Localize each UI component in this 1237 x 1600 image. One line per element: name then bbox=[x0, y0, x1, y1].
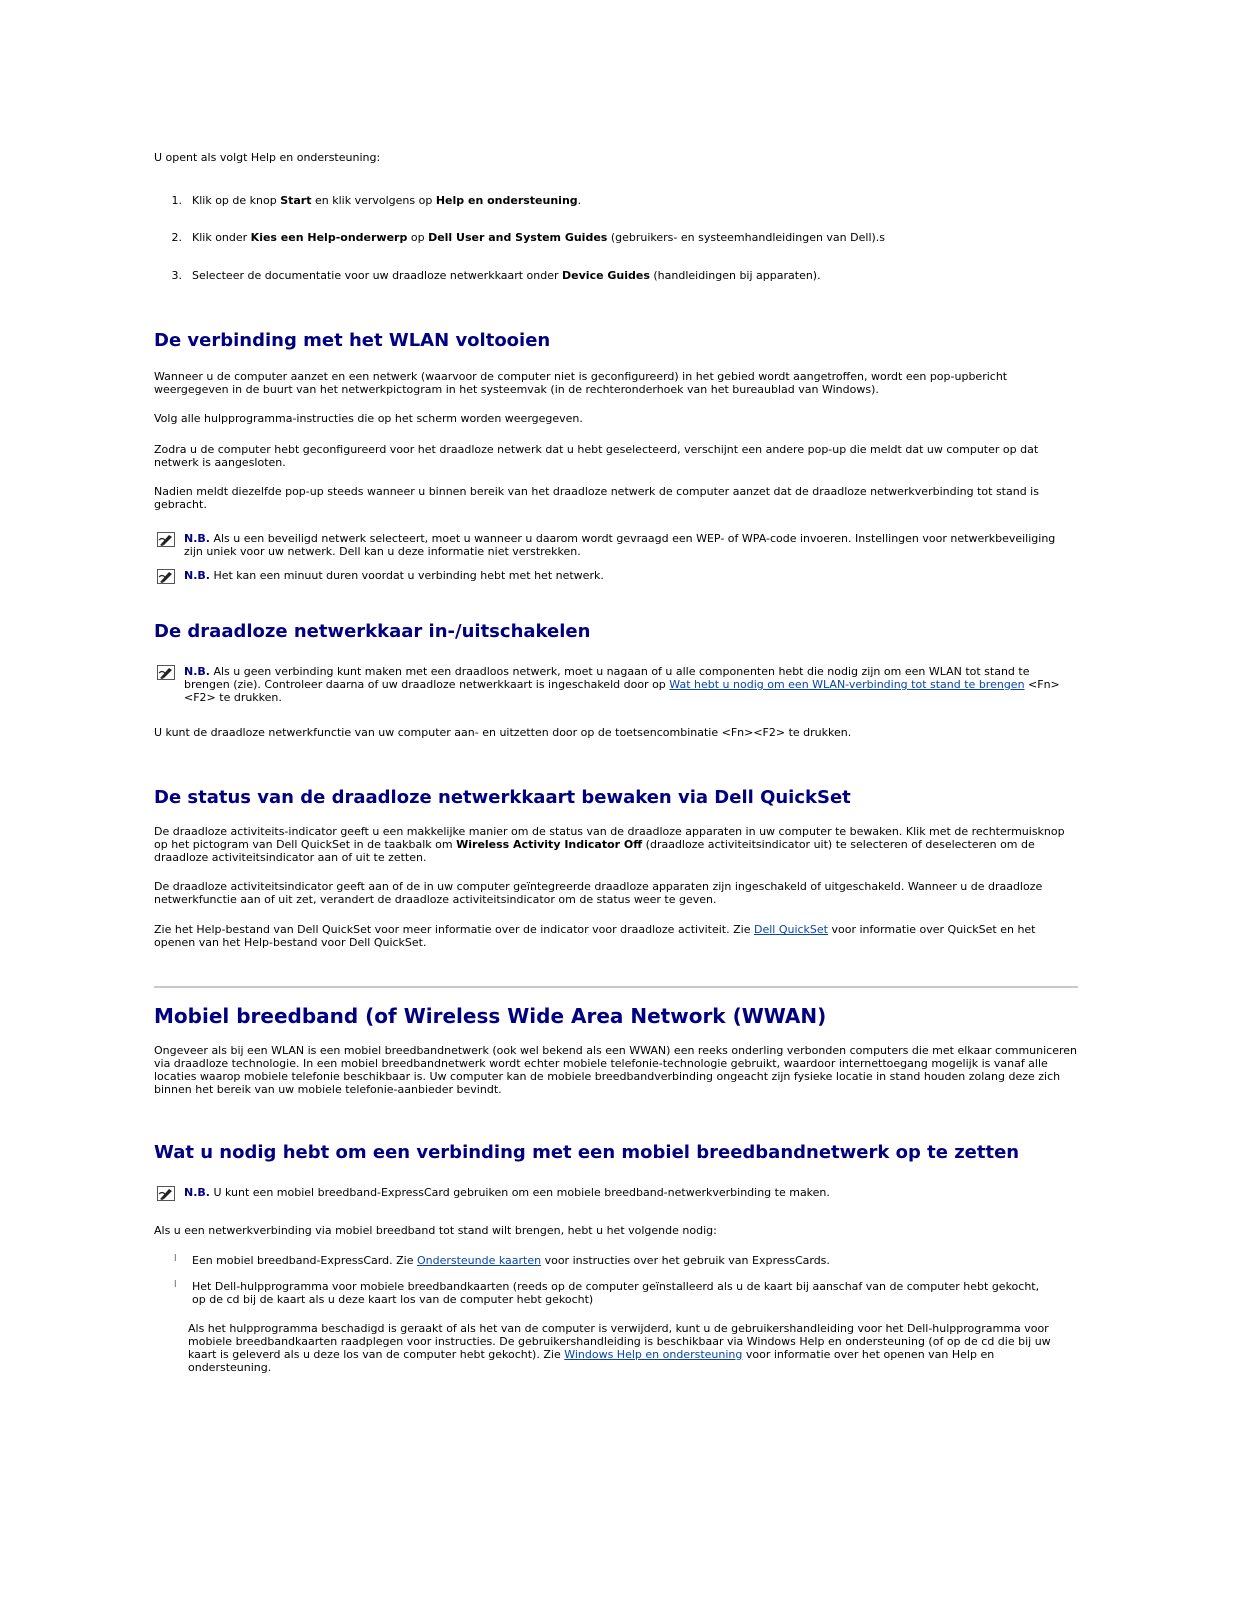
paragraph: U kunt de draadloze netwerkfunctie van uw computer aan- en uitzetten door op de toetsencombinatie <Fn><F2> te drukken. bbox=[154, 726, 852, 739]
step-number: 2. bbox=[171, 231, 182, 244]
note-pencil-icon bbox=[157, 665, 175, 680]
paragraph: De draadloze activiteitsindicator geeft aan of de in uw computer geïntegreerde draadloze apparaten zijn ingeschakeld of uitgeschakeld. Wanneer u de draadloze netwerkfunctie aan of uit zet, verandert de draadloze activiteitsindicator om de status weer te geven. bbox=[154, 880, 1043, 906]
paragraph: Wanneer u de computer aanzet en een netwerk (waarvoor de computer niet is geconfigureerd) in het gebied wordt aangetroffen, wordt een pop-upbericht weergegeven in de buurt van het netwerkpictogram in het systeemvak (in de rechteronderhoek van het bureaublad van Windows). bbox=[154, 370, 1008, 396]
paragraph: Nadien meldt diezelfde pop-up steeds wanneer u binnen bereik van het draadloze netwerk de computer aanzet dat de draadloze netwerkverbinding tot stand is gebracht. bbox=[154, 485, 1039, 511]
paragraph: Zie het Help-bestand van Dell QuickSet voor meer informatie over de indicator voor draadloze activiteit. Zie Dell QuickSet voor informatie over QuickSet en het openen van het Help-bestand voor Dell QuickSet. bbox=[154, 923, 1036, 949]
dell-quickset-link[interactable]: Dell QuickSet bbox=[753, 923, 828, 936]
section-heading: De draadloze netwerkkaar in-/uitschakelen bbox=[154, 621, 591, 642]
note-pencil-icon bbox=[157, 1186, 175, 1201]
bullet-marker: l bbox=[174, 1280, 177, 1290]
bullet-marker: l bbox=[174, 1254, 177, 1264]
windows-help-link[interactable]: Windows Help en ondersteuning bbox=[564, 1348, 743, 1361]
wlan-requirements-link[interactable]: Wat hebt u nodig om een WLAN-verbinding tot stand te brengen bbox=[669, 678, 1025, 691]
intro-text: U opent als volgt Help en ondersteuning: bbox=[154, 151, 381, 164]
note-pencil-icon bbox=[157, 569, 175, 584]
section-heading: Wat u nodig hebt om een verbinding met een mobiel breedbandnetwerk op te zetten bbox=[154, 1142, 1020, 1163]
paragraph: Volg alle hulpprogramma-instructies die op het scherm worden weergegeven. bbox=[154, 412, 583, 425]
paragraph: Ongeveer als bij een WLAN is een mobiel breedbandnetwerk (ook wel bekend als een WWAN) een reeks onderling verbonden computers die met elkaar communiceren via draadloze technologie. In een mobiel breedbandnetwerk wordt echter mobiele telefonie-technologie gebruikt, waardoor internettoegang mogelijk is vanaf alle locaties waarop mobiele telefonie beschikbaar is. Uw computer kan de mobiele breedbandverbinding ongeacht zijn fysieke locatie in stand houden zolang deze zich binnen het bereik van uw mobiele telefonie-aanbieder bevindt. bbox=[154, 1044, 1078, 1096]
section-divider bbox=[154, 986, 1078, 988]
section-heading: De status van de draadloze netwerkkaart bewaken via Dell QuickSet bbox=[154, 787, 851, 808]
section-heading: Mobiel breedband (of Wireless Wide Area Network (WWAN) bbox=[154, 1004, 827, 1028]
section-heading: De verbinding met het WLAN voltooien bbox=[154, 330, 551, 351]
supported-cards-link[interactable]: Ondersteunde kaarten bbox=[416, 1254, 542, 1267]
paragraph: De draadloze activiteits-indicator geeft u een makkelijke manier om de status van de draadloze apparaten in uw computer te bewaken. Klik met de rechtermuisknop op het pictogram van Dell QuickSet in de taakbalk om Wireless Activity Indicator Off (draadloze activiteitsindicator uit) te selecteren of deselecteren om de draadloze activiteitsindicator aan of uit te zetten. bbox=[154, 825, 1065, 864]
paragraph: Zodra u de computer hebt geconfigureerd voor het draadloze netwerk dat u hebt geselecteerd, verschijnt een andere pop-up die meldt dat uw computer op dat netwerk is aangesloten. bbox=[154, 443, 1039, 469]
paragraph: Als u een netwerkverbinding via mobiel breedband tot stand wilt brengen, hebt u het volgende nodig: bbox=[154, 1224, 717, 1237]
note-pencil-icon bbox=[157, 532, 175, 547]
step-number: 3. bbox=[171, 269, 182, 282]
paragraph: Als het hulpprogramma beschadigd is geraakt of als het van de computer is verwijderd, kunt u de gebruikershandleiding voor het Dell-hulpprogramma voor mobiele breedbandkaarten raadplegen voor instructies. De gebruikershandleiding is beschikbaar via Windows Help en ondersteuning (of op de cd die bij uw kaart is geleverd als u deze los van de computer hebt gekocht). Zie Windows Help en ondersteuning voor informatie over het openen van Help en ondersteuning. bbox=[188, 1322, 1051, 1374]
step-number: 1. bbox=[171, 194, 182, 207]
